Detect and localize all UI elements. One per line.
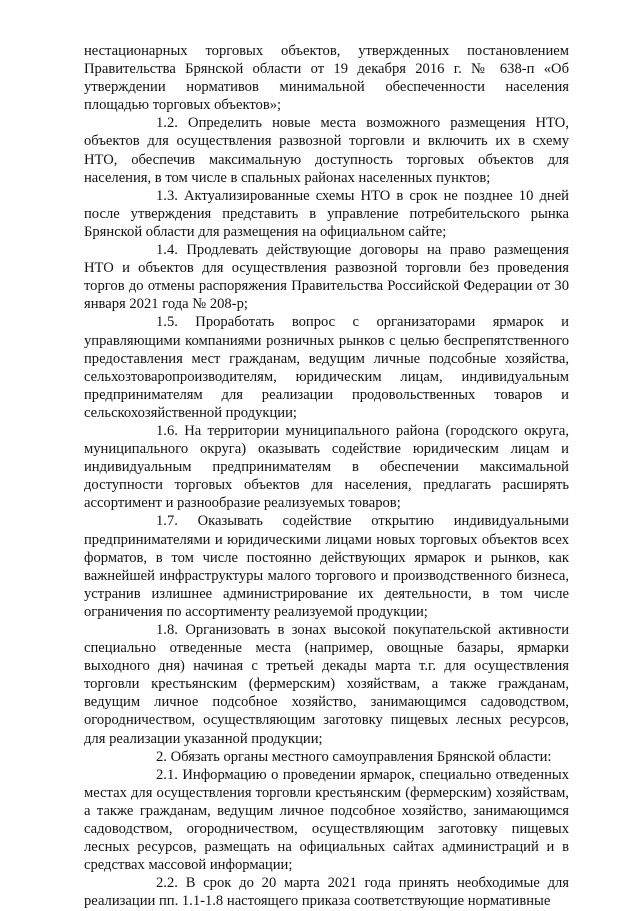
paragraph-1-3 — [84, 187, 569, 241]
paragraph-text: Проработать вопрос с организаторами ярмарок и управляющими компаниями розничных рынков с целью беспрепятственного предоставления мест гражданам, ведущим личные подсобные хозяйства, сельхозтоваропроизводителям, юридическим лицам, индивидуальным предпринимателям для реализации продовольственных товаров и сельскохозяйственной продукции; — [84, 314, 569, 421]
paragraph-number: 2.1. — [156, 766, 178, 783]
paragraph-continuation — [84, 42, 569, 114]
paragraph-number: 1.7. — [156, 513, 178, 530]
paragraph-2-2 — [84, 874, 569, 910]
paragraph-number: 1.4. — [156, 242, 178, 259]
paragraph-text: Определить новые места возможного размещения НТО, объектов для осуществления развозной торговли и включить их в схему НТО, обеспечив максимальную доступность торговых объектов для населения, в том числе в спальных районах населенных пунктов; — [84, 115, 569, 186]
paragraph-1-5 — [84, 313, 569, 422]
paragraph-2 — [84, 748, 569, 766]
paragraph-text: На территории муниципального района (городского округа, муниципального округа) оказывать содействие юридическим лицам и индивидуальным предпринимателям в обеспечении максимальной доступности торговых объектов для населения, предлагать расширять ассортимент и разнообразие реализуемых товаров; — [84, 422, 569, 512]
paragraph-text: Продлевать действующие договоры на право размещения НТО и объектов для осуществления развозной торговли без проведения торгов до отмены распоряжения Правительства Российской Федерации от 30 января 2021 года № 208-р; — [84, 242, 569, 313]
paragraph-text: нестационарных торговых объектов, утвержденных постановлением Правительства Брянской области от 19 декабря 2016 г. № 638-п «Об утверждении нормативов минимальной обеспеченности населения площадью торговых объектов»; — [84, 43, 569, 114]
paragraph-2-1 — [84, 766, 569, 875]
paragraph-1-7 — [84, 512, 569, 621]
paragraph-number: 1.6. — [156, 422, 178, 439]
paragraph-number: 1.8. — [156, 622, 178, 638]
paragraph-number: 2. — [156, 748, 167, 765]
paragraph-number: 1.5. — [156, 314, 178, 331]
paragraph-number: 2.2. — [156, 875, 178, 892]
document-page — [84, 42, 569, 911]
paragraph-1-8 — [84, 621, 569, 748]
paragraph-text: Оказывать содействие открытию индивидуальными предпринимателями и юридическими лицами новых торговых объектов всех форматов, в том числе постоянно действующих ярмарок и рынков, как важнейшей инфраструктуры малого торгового и производственного бизнеса, устранив излишнее администрирование их деятельности, в том числе ограничения по ассортименту реализуемой продукции; — [84, 513, 569, 620]
paragraph-number: 1.3. — [156, 187, 178, 204]
paragraph-text: В срок до 20 марта 2021 года принять необходимые для реализации пп. 1.1-1.8 настоящего приказа соответствующие нормативные — [84, 875, 569, 910]
paragraph-1-6 — [84, 422, 569, 512]
paragraph-1-4 — [84, 241, 569, 313]
paragraph-1-2 — [84, 114, 569, 186]
paragraph-text: Актуализированные схемы НТО в срок не позднее 10 дней после утверждения представить в управление потребительского рынка Брянской области для размещения на официальном сайте; — [84, 187, 569, 240]
paragraph-text: Обязать органы местного самоуправления Брянской области: — [170, 748, 552, 765]
paragraph-text: Информацию о проведении ярмарок, специально отведенных местах для осуществления торговли крестьянским (фермерским) хозяйствам, а также гражданам, ведущим личное подсобное хозяйство, занимающимся садоводством, огородничеством, осуществляющим заготовку пищевых лесных ресурсов, размещать на официальных сайтах администраций и в средствах массовой информации; — [84, 766, 569, 874]
paragraph-text: Организовать в зонах высокой покупательской активности специально отведенные места (например, овощные базары, ярмарки выходного дня) начиная с третьей декады марта т.г. для осуществления торговли крестьянским (фермерским) хозяйствам, а также гражданам, ведущим личное подсобное хозяйство, занимающимся садоводством, огородничеством, осуществляющим заготовку пищевых лесных ресурсов, для реализации указанной продукции; — [84, 622, 569, 747]
paragraph-number: 1.2. — [156, 115, 178, 132]
